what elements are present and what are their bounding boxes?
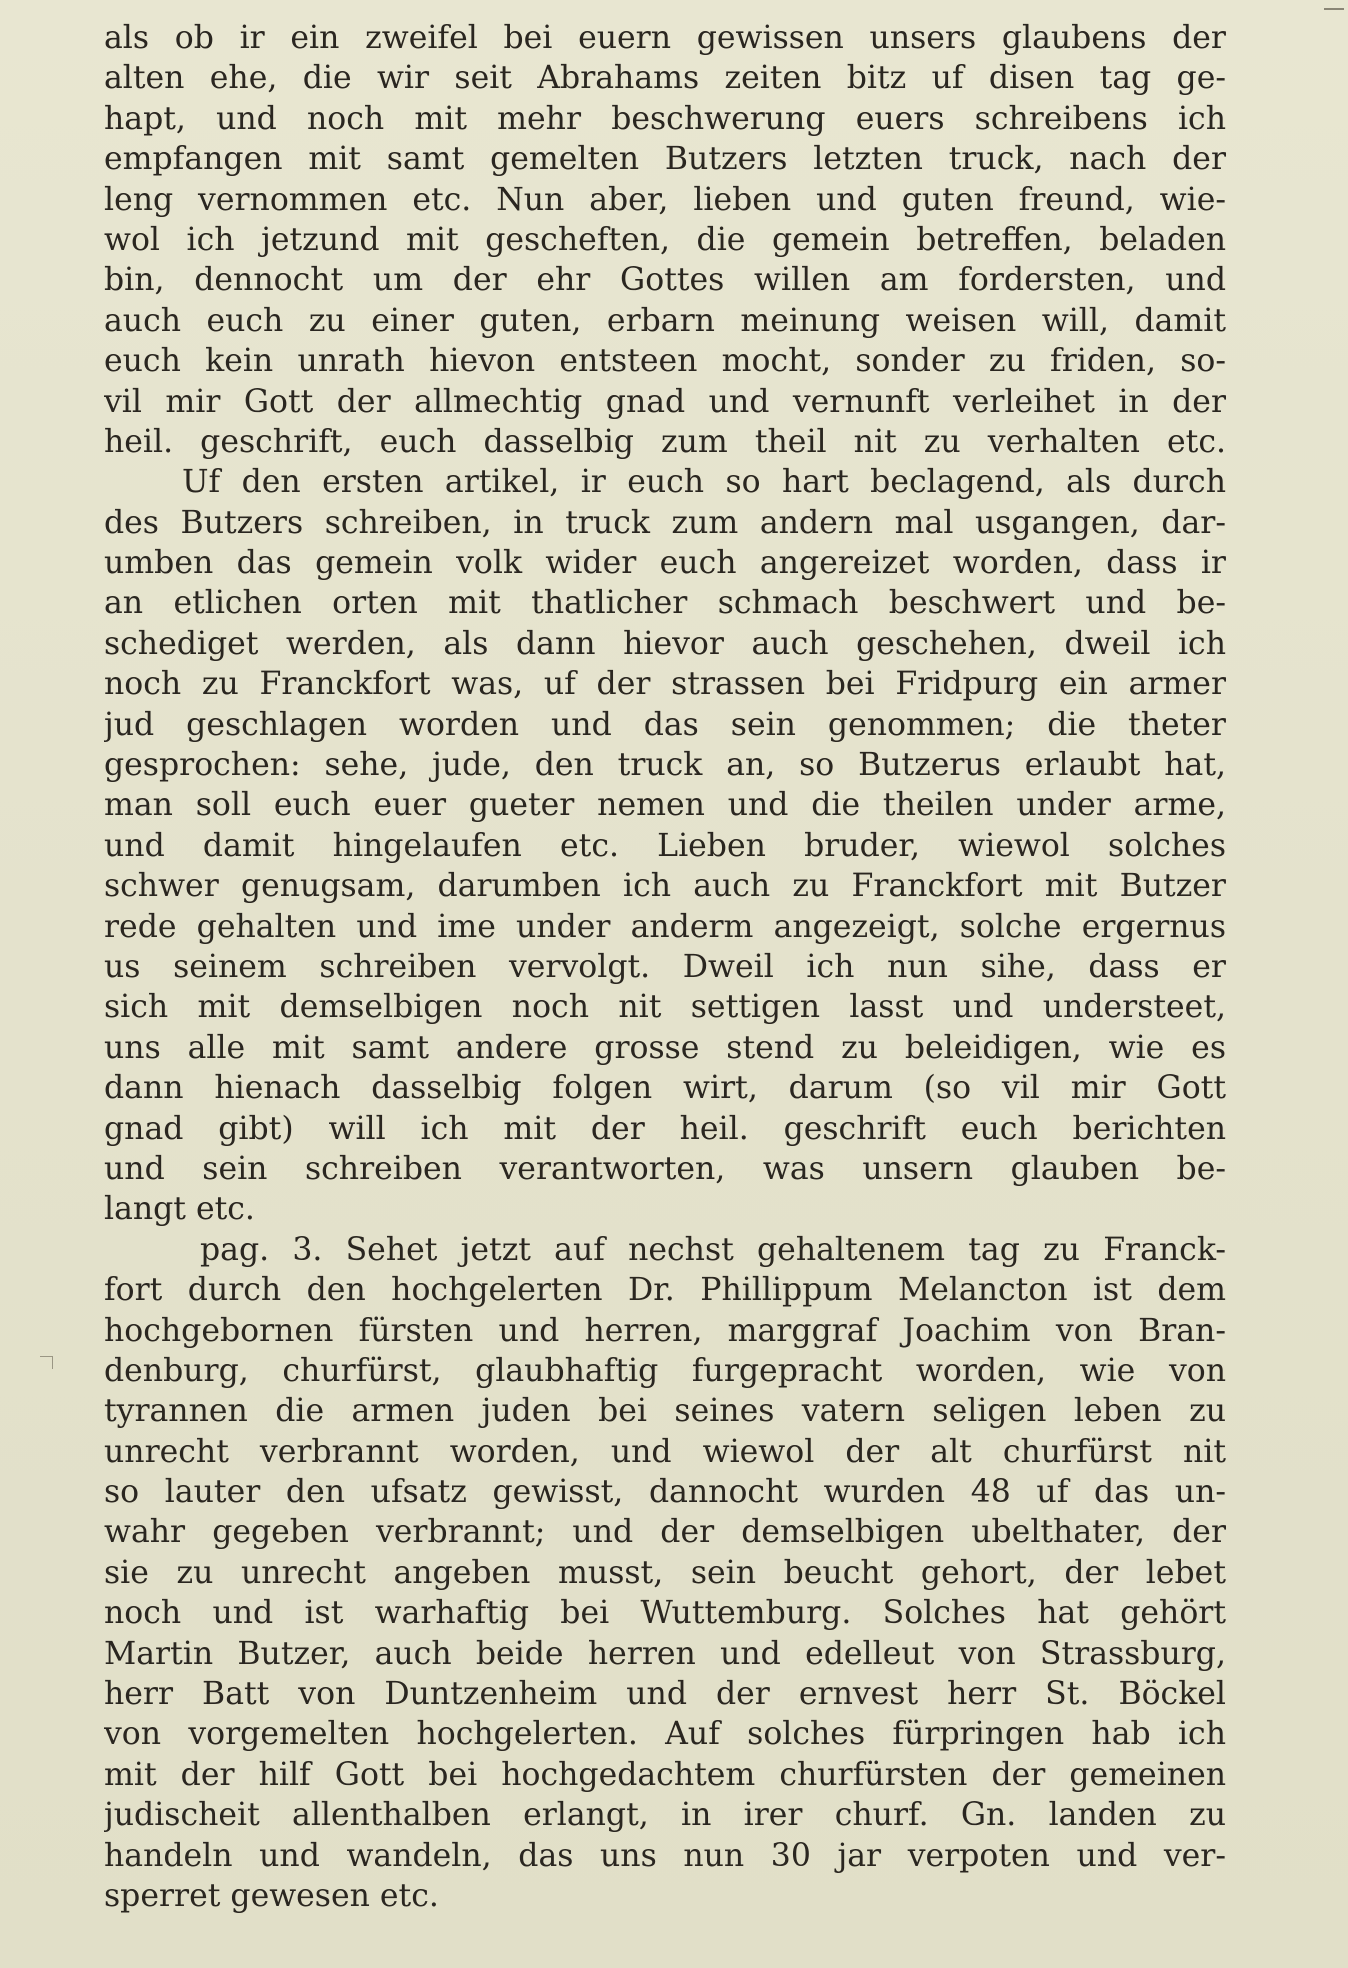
margin-mark: [40, 1356, 53, 1369]
text-line: mit der hilf Gott bei hochgedachtem churfürsten der gemeinen: [104, 1756, 1226, 1793]
text-line: langt etc.: [104, 1191, 255, 1228]
text-line: herr Batt von Duntzenheim und der ernvest herr St. Böckel: [104, 1676, 1226, 1713]
text-line: tyrannen die armen juden bei seines vatern seligen leben zu: [104, 1393, 1226, 1430]
text-line: bin, dennocht um der ehr Gottes willen am fordersten, und: [104, 262, 1226, 299]
text-line: an etlichen orten mit thatlicher schmach beschwert und be-: [104, 585, 1226, 622]
text-line: denburg, churfürst, glaubhaftig furgepracht worden, wie von: [104, 1352, 1226, 1389]
text-line: fort durch den hochgelerten Dr. Phillippum Melancton ist dem: [104, 1272, 1226, 1309]
body-text: [104, 18, 1226, 1916]
text-line: als ob ir ein zweifel bei euern gewissen unsers glaubens der: [104, 20, 1226, 56]
text-line: wahr gegeben verbrannt; und der demselbigen ubelthater, der: [104, 1514, 1226, 1551]
text-line: und sein schreiben verantworten, was unsern glauben be-: [104, 1150, 1226, 1187]
text-line: handeln und wandeln, das uns nun 30 jar verpoten und ver-: [104, 1837, 1226, 1874]
text-line: so lauter den ufsatz gewisst, dannocht wurden 48 uf das un-: [104, 1474, 1226, 1511]
text-line: hochgebornen fürsten und herren, marggraf Joachim von Bran-: [104, 1312, 1226, 1349]
text-line: Uf den ersten artikel, ir euch so hart beclagend, als durch: [182, 464, 1226, 501]
text-line: des Butzers schreiben, in truck zum andern mal usgangen, dar-: [104, 504, 1226, 541]
text-line: heil. geschrift, euch dasselbig zum theil nit zu verhalten etc.: [104, 423, 1226, 460]
text-line: pag. 3. Sehet jetzt auf nechst gehaltenem tag zu Franck-: [200, 1231, 1226, 1268]
corner-mark: [1324, 8, 1344, 10]
text-line: vil mir Gott der allmechtig gnad und vernunft verleihet in der: [104, 383, 1226, 420]
text-line: euch kein unrath hievon entsteen mocht, sonder zu friden, so-: [104, 343, 1226, 380]
text-line: schediget werden, als dann hievor auch geschehen, dweil ich: [104, 625, 1226, 662]
text-line: noch und ist warhaftig bei Wuttemburg. Solches hat gehört: [104, 1595, 1226, 1632]
text-line: hapt, und noch mit mehr beschwerung euers schreibens ich: [104, 100, 1226, 137]
text-line: gesprochen: sehe, jude, den truck an, so Butzerus erlaubt hat,: [104, 747, 1226, 784]
text-line: sie zu unrecht angeben musst, sein beucht gehort, der lebet: [104, 1554, 1226, 1591]
text-line: auch euch zu einer guten, erbarn meinung weisen will, damit: [104, 302, 1226, 339]
text-line: schwer genugsam, darumben ich auch zu Franckfort mit Butzer: [104, 868, 1226, 905]
text-line: dann hienach dasselbig folgen wirt, darum (so vil mir Gott: [104, 1070, 1226, 1107]
text-line: alten ehe, die wir seit Abrahams zeiten bitz uf disen tag ge-: [104, 60, 1226, 97]
text-line: und damit hingelaufen etc. Lieben bruder, wiewol solches: [104, 827, 1226, 864]
text-line: Martin Butzer, auch beide herren und edelleut von Strassburg,: [104, 1635, 1226, 1672]
text-line: judischeit allenthalben erlangt, in irer churf. Gn. landen zu: [104, 1797, 1226, 1834]
text-line: unrecht verbrannt worden, und wiewol der alt churfürst nit: [104, 1433, 1226, 1470]
text-line: sperret gewesen etc.: [104, 1877, 439, 1914]
text-line: us seinem schreiben vervolgt. Dweil ich nun sihe, dass er: [104, 948, 1226, 985]
text-line: sich mit demselbigen noch nit settigen lasst und understeet,: [104, 989, 1226, 1026]
text-line: leng vernommen etc. Nun aber, lieben und guten freund, wie-: [104, 181, 1226, 218]
text-line: von vorgemelten hochgelerten. Auf solches fürpringen hab ich: [104, 1716, 1226, 1753]
text-line: empfangen mit samt gemelten Butzers letzten truck, nach der: [104, 141, 1226, 178]
text-line: uns alle mit samt andere grosse stend zu beleidigen, wie es: [104, 1029, 1226, 1066]
text-line: gnad gibt) will ich mit der heil. geschrift euch berichten: [104, 1110, 1226, 1147]
text-line: noch zu Franckfort was, uf der strassen bei Fridpurg ein armer: [104, 666, 1226, 703]
text-line: umben das gemein volk wider euch angereizet worden, dass ir: [104, 545, 1226, 582]
text-line: rede gehalten und ime under anderm angezeigt, solche ergernus: [104, 908, 1226, 945]
text-line: wol ich jetzund mit gescheften, die gemein betreffen, beladen: [104, 221, 1226, 258]
text-line: jud geschlagen worden und das sein genommen; die theter: [104, 706, 1226, 743]
text-line: man soll euch euer gueter nemen und die theilen under arme,: [104, 787, 1226, 824]
